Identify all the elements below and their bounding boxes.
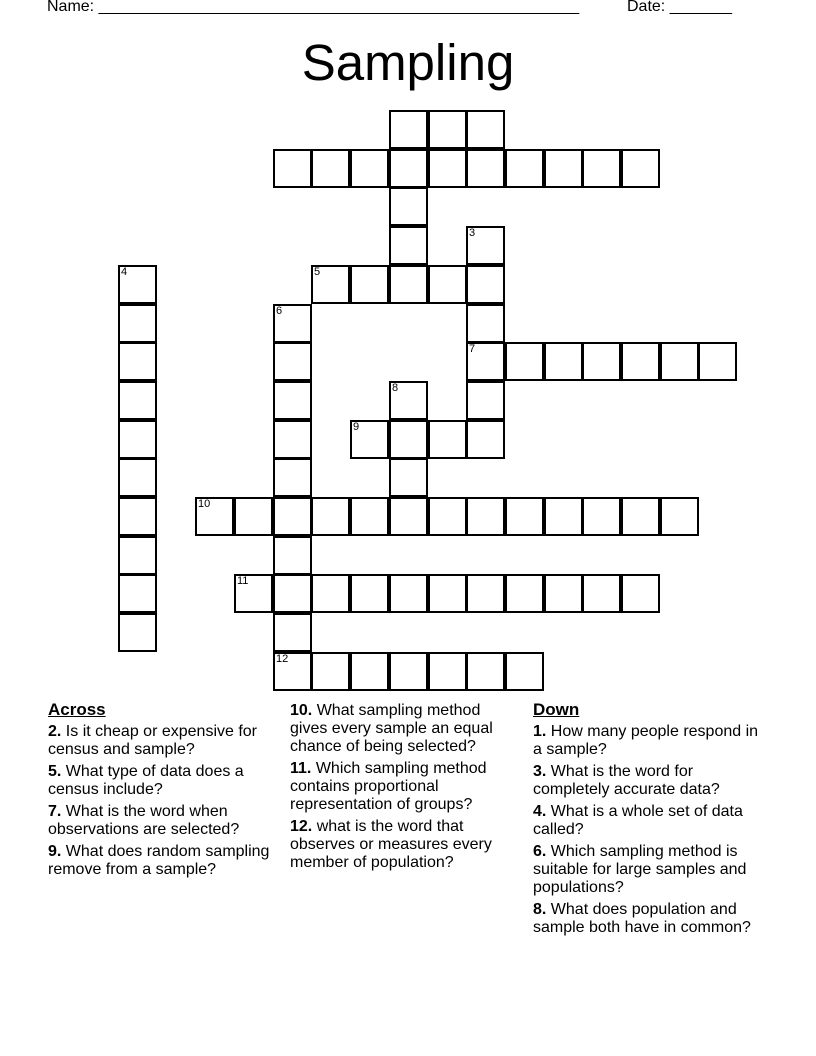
- grid-cell[interactable]: [621, 497, 660, 536]
- clue-across-7: 7. What is the word when observations are selected?: [48, 803, 240, 838]
- clue-number: 10: [198, 498, 211, 510]
- grid-cell[interactable]: [311, 652, 350, 691]
- across-heading: Across: [48, 700, 106, 719]
- clue-number: 3: [469, 227, 476, 239]
- grid-cell[interactable]: [505, 149, 544, 188]
- grid-cell[interactable]: [389, 187, 428, 226]
- name-field: Name: ______________________________________________________: [47, 0, 580, 15]
- clue-number: 6: [276, 305, 283, 317]
- grid-cell[interactable]: [466, 574, 505, 613]
- grid-cell[interactable]: [466, 265, 505, 304]
- grid-cell[interactable]: [466, 381, 505, 420]
- grid-cell[interactable]: [350, 265, 389, 304]
- clue-number: 11: [237, 575, 249, 587]
- clue-across-2: 2. Is it cheap or expensive for census and sample?: [48, 723, 258, 758]
- grid-cell[interactable]: [428, 265, 467, 304]
- date-field: Date: _______: [627, 0, 732, 15]
- grid-cell[interactable]: [698, 342, 737, 381]
- grid-cell[interactable]: [273, 536, 312, 575]
- grid-cell[interactable]: [118, 342, 157, 381]
- clue-number: 9: [353, 421, 360, 433]
- grid-cell[interactable]: [466, 420, 505, 459]
- grid-cell[interactable]: [118, 304, 157, 343]
- grid-cell[interactable]: [118, 536, 157, 575]
- grid-cell[interactable]: [273, 497, 312, 536]
- grid-cell[interactable]: [621, 574, 660, 613]
- grid-cell[interactable]: [582, 574, 621, 613]
- grid-cell[interactable]: [118, 265, 157, 304]
- clue-down-3: 3. What is the word for completely accurate data?: [533, 763, 720, 798]
- grid-cell[interactable]: [118, 613, 157, 652]
- grid-cell[interactable]: [234, 497, 273, 536]
- grid-cell[interactable]: [273, 652, 312, 691]
- grid-cell[interactable]: [466, 149, 505, 188]
- clue-down-1: 1. How many people respond in a sample?: [533, 723, 759, 758]
- grid-cell[interactable]: [389, 420, 428, 459]
- grid-cell[interactable]: [544, 497, 583, 536]
- across-clues-column-1: [48, 700, 280, 883]
- grid-cell[interactable]: [505, 652, 544, 691]
- grid-cell[interactable]: [273, 304, 312, 343]
- grid-cell[interactable]: [505, 497, 544, 536]
- grid-cell[interactable]: [466, 226, 505, 265]
- grid-cell[interactable]: [273, 420, 312, 459]
- grid-cell[interactable]: [389, 226, 428, 265]
- down-heading: Down: [533, 700, 580, 719]
- grid-cell[interactable]: [466, 342, 505, 381]
- grid-cell[interactable]: [428, 652, 467, 691]
- grid-cell[interactable]: [118, 420, 157, 459]
- grid-cell[interactable]: [389, 458, 428, 497]
- grid-cell[interactable]: [118, 381, 157, 420]
- grid-cell[interactable]: [389, 265, 428, 304]
- grid-cell[interactable]: [544, 342, 583, 381]
- grid-cell[interactable]: [350, 497, 389, 536]
- clue-number: 7: [469, 343, 476, 355]
- grid-cell[interactable]: [273, 149, 312, 188]
- grid-cell[interactable]: [428, 420, 467, 459]
- grid-cell[interactable]: [311, 497, 350, 536]
- clue-number: 5: [314, 266, 321, 278]
- grid-cell[interactable]: [621, 342, 660, 381]
- grid-cell[interactable]: [273, 381, 312, 420]
- grid-cell[interactable]: [273, 574, 312, 613]
- grid-cell[interactable]: [466, 652, 505, 691]
- grid-cell[interactable]: [273, 458, 312, 497]
- grid-cell[interactable]: [582, 497, 621, 536]
- grid-cell[interactable]: [350, 149, 389, 188]
- clue-down-4: 4. What is a whole set of data called?: [533, 803, 743, 838]
- grid-cell[interactable]: [273, 613, 312, 652]
- grid-cell[interactable]: [428, 110, 467, 149]
- grid-cell[interactable]: [389, 574, 428, 613]
- grid-cell[interactable]: [582, 342, 621, 381]
- grid-cell[interactable]: [273, 342, 312, 381]
- grid-cell[interactable]: [118, 458, 157, 497]
- grid-cell[interactable]: [389, 497, 428, 536]
- clue-number: 4: [121, 266, 128, 278]
- clue-number: 8: [392, 382, 399, 394]
- grid-cell[interactable]: [428, 497, 467, 536]
- grid-cell[interactable]: [311, 265, 350, 304]
- grid-cell[interactable]: [350, 574, 389, 613]
- down-clues-column: [533, 700, 765, 941]
- grid-cell[interactable]: [582, 149, 621, 188]
- clue-across-10: 10. What sampling method gives every sample an equal chance of being selected?: [290, 702, 493, 755]
- clue-down-6: 6. Which sampling method is suitable for large samples and populations?: [533, 843, 747, 896]
- grid-cell[interactable]: [389, 652, 428, 691]
- clue-across-5: 5. What type of data does a census include?: [48, 763, 244, 798]
- grid-cell[interactable]: [544, 149, 583, 188]
- grid-cell[interactable]: [466, 304, 505, 343]
- grid-cell[interactable]: [350, 420, 389, 459]
- clue-number: 12: [276, 653, 289, 665]
- grid-cell[interactable]: [544, 574, 583, 613]
- across-clues-column-2: [290, 702, 522, 876]
- grid-cell[interactable]: [428, 574, 467, 613]
- clue-across-9: 9. What does random sampling remove from a sample?: [48, 843, 270, 878]
- grid-cell[interactable]: [660, 497, 699, 536]
- grid-cell[interactable]: [311, 574, 350, 613]
- grid-cell[interactable]: [195, 497, 234, 536]
- grid-cell[interactable]: [505, 574, 544, 613]
- grid-cell[interactable]: [389, 149, 428, 188]
- grid-cell[interactable]: [428, 149, 467, 188]
- grid-cell[interactable]: [350, 652, 389, 691]
- grid-cell[interactable]: [621, 149, 660, 188]
- grid-cell[interactable]: [234, 574, 273, 613]
- grid-cell[interactable]: [311, 149, 350, 188]
- grid-cell[interactable]: [389, 381, 428, 420]
- grid-cell[interactable]: [118, 574, 157, 613]
- clue-across-12: 12. what is the word that observes or measures every member of population?: [290, 818, 492, 871]
- grid-cell[interactable]: [118, 497, 157, 536]
- clue-down-8: 8. What does population and sample both have in common?: [533, 901, 751, 936]
- grid-cell[interactable]: [466, 497, 505, 536]
- grid-cell[interactable]: [505, 342, 544, 381]
- grid-cell[interactable]: [389, 110, 428, 149]
- grid-cell[interactable]: [660, 342, 699, 381]
- clue-across-11: 11. Which sampling method contains proportional representation of groups?: [290, 760, 487, 813]
- page-title: Sampling: [301, 34, 515, 91]
- grid-cell[interactable]: [466, 110, 505, 149]
